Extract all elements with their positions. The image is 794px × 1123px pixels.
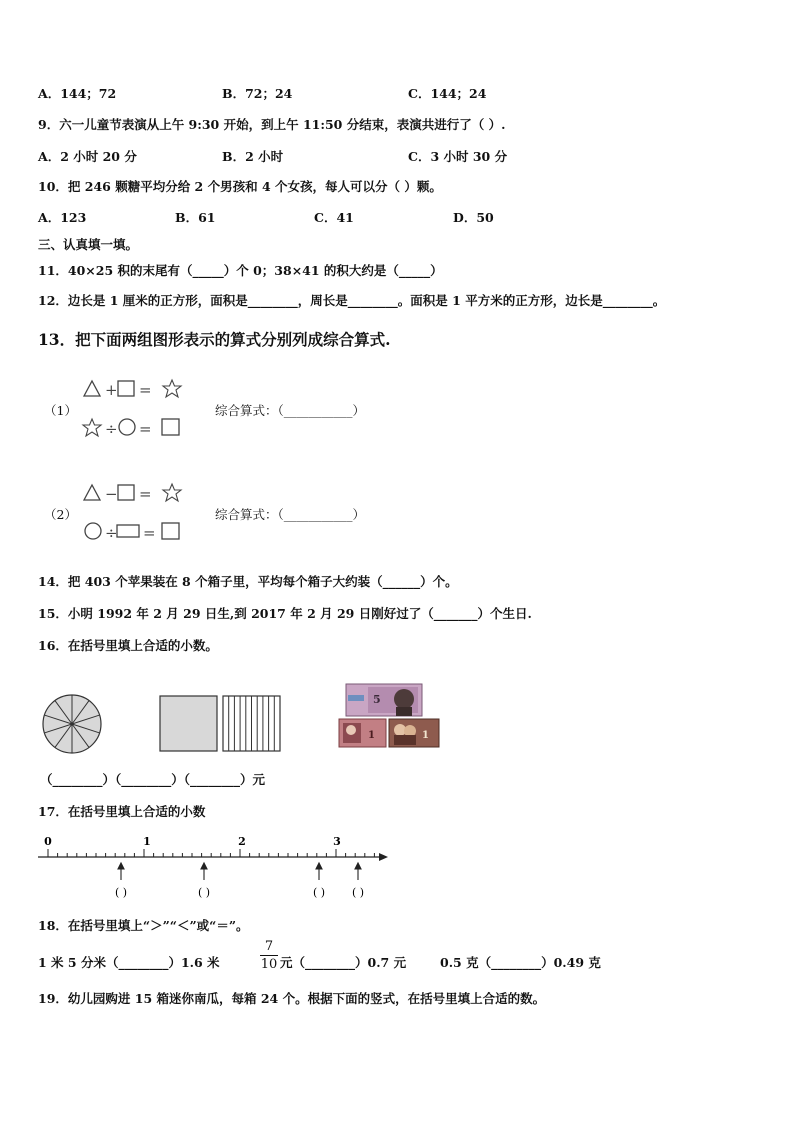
fraction bbox=[260, 939, 278, 972]
q8-option-c: C．144；24 bbox=[408, 86, 487, 101]
square-icon bbox=[162, 523, 179, 539]
q14: 14．把 403 个苹果装在 8 个箱子里，平均每个箱子大约装（______）个。 bbox=[38, 574, 458, 589]
blank: ( ) bbox=[197, 886, 211, 899]
section-title: 三、认真填一填。 bbox=[38, 237, 139, 252]
q19: 19．幼儿园购进 15 箱迷你南瓜，每箱 24 个。根据下面的竖式，在括号里填上合适的数。 bbox=[38, 991, 546, 1006]
rectangle-icon bbox=[117, 525, 139, 537]
q10-option-a: A．123 bbox=[38, 210, 87, 225]
money-label: 5 bbox=[373, 693, 381, 706]
q17-stem: 17．在括号里填上合适的小数 bbox=[38, 804, 206, 819]
square-icon bbox=[162, 419, 179, 435]
q13-group1-label: （1） bbox=[44, 403, 77, 418]
triangle-icon bbox=[84, 485, 100, 500]
q18-part2: 元（________）0.7 元 bbox=[280, 955, 407, 970]
fraction-denominator: 10 bbox=[260, 957, 278, 972]
number-line bbox=[36, 830, 392, 902]
money-label: 1 bbox=[422, 730, 429, 741]
tick-label: 1 bbox=[143, 835, 151, 848]
minus-sign: − bbox=[105, 485, 118, 503]
divide-sign: ÷ bbox=[105, 420, 118, 438]
q18-part1: 1 米 5 分米（________）1.6 米 bbox=[38, 955, 220, 970]
equals-sign: = bbox=[139, 420, 152, 438]
money-label: 1 bbox=[368, 730, 375, 741]
q12: 12．边长是 1 厘米的正方形，面积是________，周长是________。面积是 1 平方米的正方形，边长是________。 bbox=[38, 293, 666, 308]
q8-option-b: B．72；24 bbox=[222, 86, 293, 101]
q16-answers: （________）（________）（________）元 bbox=[40, 772, 266, 787]
q13-group2-figure bbox=[80, 480, 190, 544]
q15: 15．小明 1992 年 2 月 29 日生,到 2017 年 2 月 29 日刚好过了（_______）个生日. bbox=[38, 606, 532, 621]
fraction-circle-figure bbox=[40, 692, 104, 756]
q8-option-a: A．144；72 bbox=[38, 86, 117, 101]
tick-label: 0 bbox=[44, 835, 52, 848]
star-icon bbox=[163, 380, 181, 397]
tick-label: 2 bbox=[238, 835, 246, 848]
equals-sign: = bbox=[139, 485, 152, 503]
q13-stem: 13．把下面两组图形表示的算式分别列成综合算式. bbox=[38, 330, 391, 349]
blank: ( ) bbox=[114, 886, 128, 899]
tick-label: 3 bbox=[333, 835, 341, 848]
q13-formula-1: 综合算式：（___________） bbox=[215, 403, 366, 418]
blank: ( ) bbox=[312, 886, 326, 899]
q10-stem: 10．把 246 颗糖平均分给 2 个男孩和 4 个女孩，每人可以分（ ）颗。 bbox=[38, 179, 442, 194]
circle-icon bbox=[119, 419, 135, 435]
q13-group1-figure bbox=[80, 376, 190, 440]
triangle-icon bbox=[84, 381, 100, 396]
circle-icon bbox=[85, 523, 101, 539]
equals-sign: = bbox=[143, 524, 156, 542]
q9-stem: 9．六一儿童节表演从上午 9:30 开始，到上午 11:50 分结束，表演共进行了（ ）. bbox=[38, 117, 506, 132]
q18-stem: 18．在括号里填上“＞”“＜”或“＝”。 bbox=[38, 918, 249, 933]
money-figure bbox=[338, 683, 442, 749]
square-icon bbox=[118, 485, 134, 500]
q13-group2-label: （2） bbox=[44, 507, 77, 522]
fraction-bar bbox=[260, 955, 278, 956]
q10-option-b: B．61 bbox=[175, 210, 216, 225]
plus-sign: + bbox=[105, 381, 118, 399]
q10-option-d: D．50 bbox=[453, 210, 494, 225]
q16-stem: 16．在括号里填上合适的小数。 bbox=[38, 638, 218, 653]
arrow-right-icon bbox=[379, 853, 388, 861]
q9-option-c: C．3 小时 30 分 bbox=[408, 149, 508, 164]
q9-option-a: A．2 小时 20 分 bbox=[38, 149, 137, 164]
q13-formula-2: 综合算式：（___________） bbox=[215, 507, 366, 522]
q18-part3: 0.5 克（________）0.49 克 bbox=[440, 955, 601, 970]
equals-sign: = bbox=[139, 381, 152, 399]
star-icon bbox=[83, 419, 101, 436]
divide-sign: ÷ bbox=[105, 524, 118, 542]
square-icon bbox=[118, 381, 134, 396]
fraction-numerator: 7 bbox=[264, 939, 274, 954]
q9-option-b: B．2 小时 bbox=[222, 149, 284, 164]
q10-option-c: C．41 bbox=[314, 210, 354, 225]
tenths-square-figure bbox=[222, 695, 282, 753]
blank: ( ) bbox=[351, 886, 365, 899]
q11: 11．40×25 积的末尾有（_____）个 0；38×41 的积大约是（_____） bbox=[38, 263, 443, 278]
star-icon bbox=[163, 484, 181, 501]
unit-square-figure bbox=[159, 695, 219, 753]
